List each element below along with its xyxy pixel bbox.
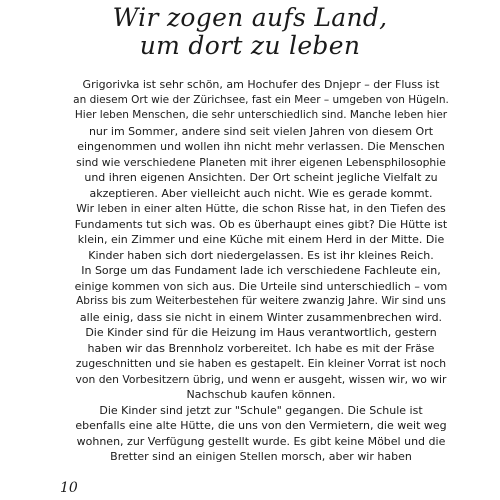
text-line: klein, ein Zimmer und eine Küche mit einem Herd in der Mitte. Die	[77, 233, 445, 246]
text-line: Abriss bis zum Weiterbestehen für weitere zwanzig Jahre. Wir sind uns	[76, 295, 446, 307]
text-line: an diesem Ort wie der Zürichsee, fast ein Meer – umgeben von Hügeln.	[73, 93, 449, 106]
text-line: haben wir das Brennholz vorbereitet. Ich habe es mit der Fräse	[87, 341, 435, 355]
text-line: sind wie verschiedene Planeten mit ihrer eigenen Lebensphilosophie	[76, 155, 446, 169]
body-text	[73, 77, 449, 465]
text-line: wohnen, zur Verfügung gestellt wurde. Es gibt keine Möbel und die	[76, 434, 446, 448]
text-line: Kinder haben sich dort niedergelassen. Es ist ihr kleines Reich.	[88, 248, 434, 262]
text-line: zugeschnitten und sie haben es gestapelt. Ein kleiner Vorrat ist noch	[75, 357, 447, 370]
text-line: akzeptieren. Aber vielleicht auch nicht. Wie es gerade kommt.	[89, 186, 433, 200]
chapter-title-line-2: um dort zu leben	[139, 31, 361, 60]
text-line: Die Kinder sind für die Heizung im Haus verantwortlich, gestern	[85, 326, 437, 339]
text-line: Bretter sind an einigen Stellen morsch, aber wir haben	[110, 450, 412, 463]
page-number: 10	[60, 480, 78, 496]
text-line: und ihren eigenen Ansichten. Der Ort scheint jegliche Vielfalt zu	[84, 171, 438, 184]
text-line: alle einig, dass sie nicht in einem Winter zusammenbrechen wird.	[79, 310, 443, 324]
text-line: einige kommen von sich aus. Die Urteile sind unterschiedlich – vom	[74, 279, 448, 293]
text-line: von den Vorbesitzern übrig, und wenn er ausgeht, wissen wir, wo wir	[75, 372, 447, 386]
text-line: Die Kinder sind jetzt zur "Schule" gegangen. Die Schule ist	[99, 403, 423, 417]
text-line: nur im Sommer, andere sind seit vielen Jahren von diesem Ort	[88, 124, 434, 138]
text-line: In Sorge um das Fundament lade ich verschiedene Fachleute ein,	[81, 264, 441, 277]
text-line: ebenfalls eine alte Hütte, die uns von den Vermietern, die weit weg	[75, 419, 447, 432]
text-line: Grigorivka ist sehr schön, am Hochufer des Dnjepr – der Fluss ist	[82, 78, 440, 91]
text-line: eingenommen und wollen ihn nicht mehr verlassen. Die Menschen	[77, 140, 445, 153]
text-line: Nachschub kaufen können.	[186, 388, 336, 401]
chapter-title-line-1: Wir zogen aufs Land,	[112, 3, 388, 32]
text-line: Hier leben Menschen, die sehr unterschiedlich sind. Manche leben hier	[74, 109, 448, 121]
text-line: Wir leben in einer alten Hütte, die schon Risse hat, in den Tiefen des	[76, 202, 446, 215]
text-line: Fundaments tut sich was. Ob es überhaupt eines gibt? Die Hütte ist	[74, 217, 448, 231]
